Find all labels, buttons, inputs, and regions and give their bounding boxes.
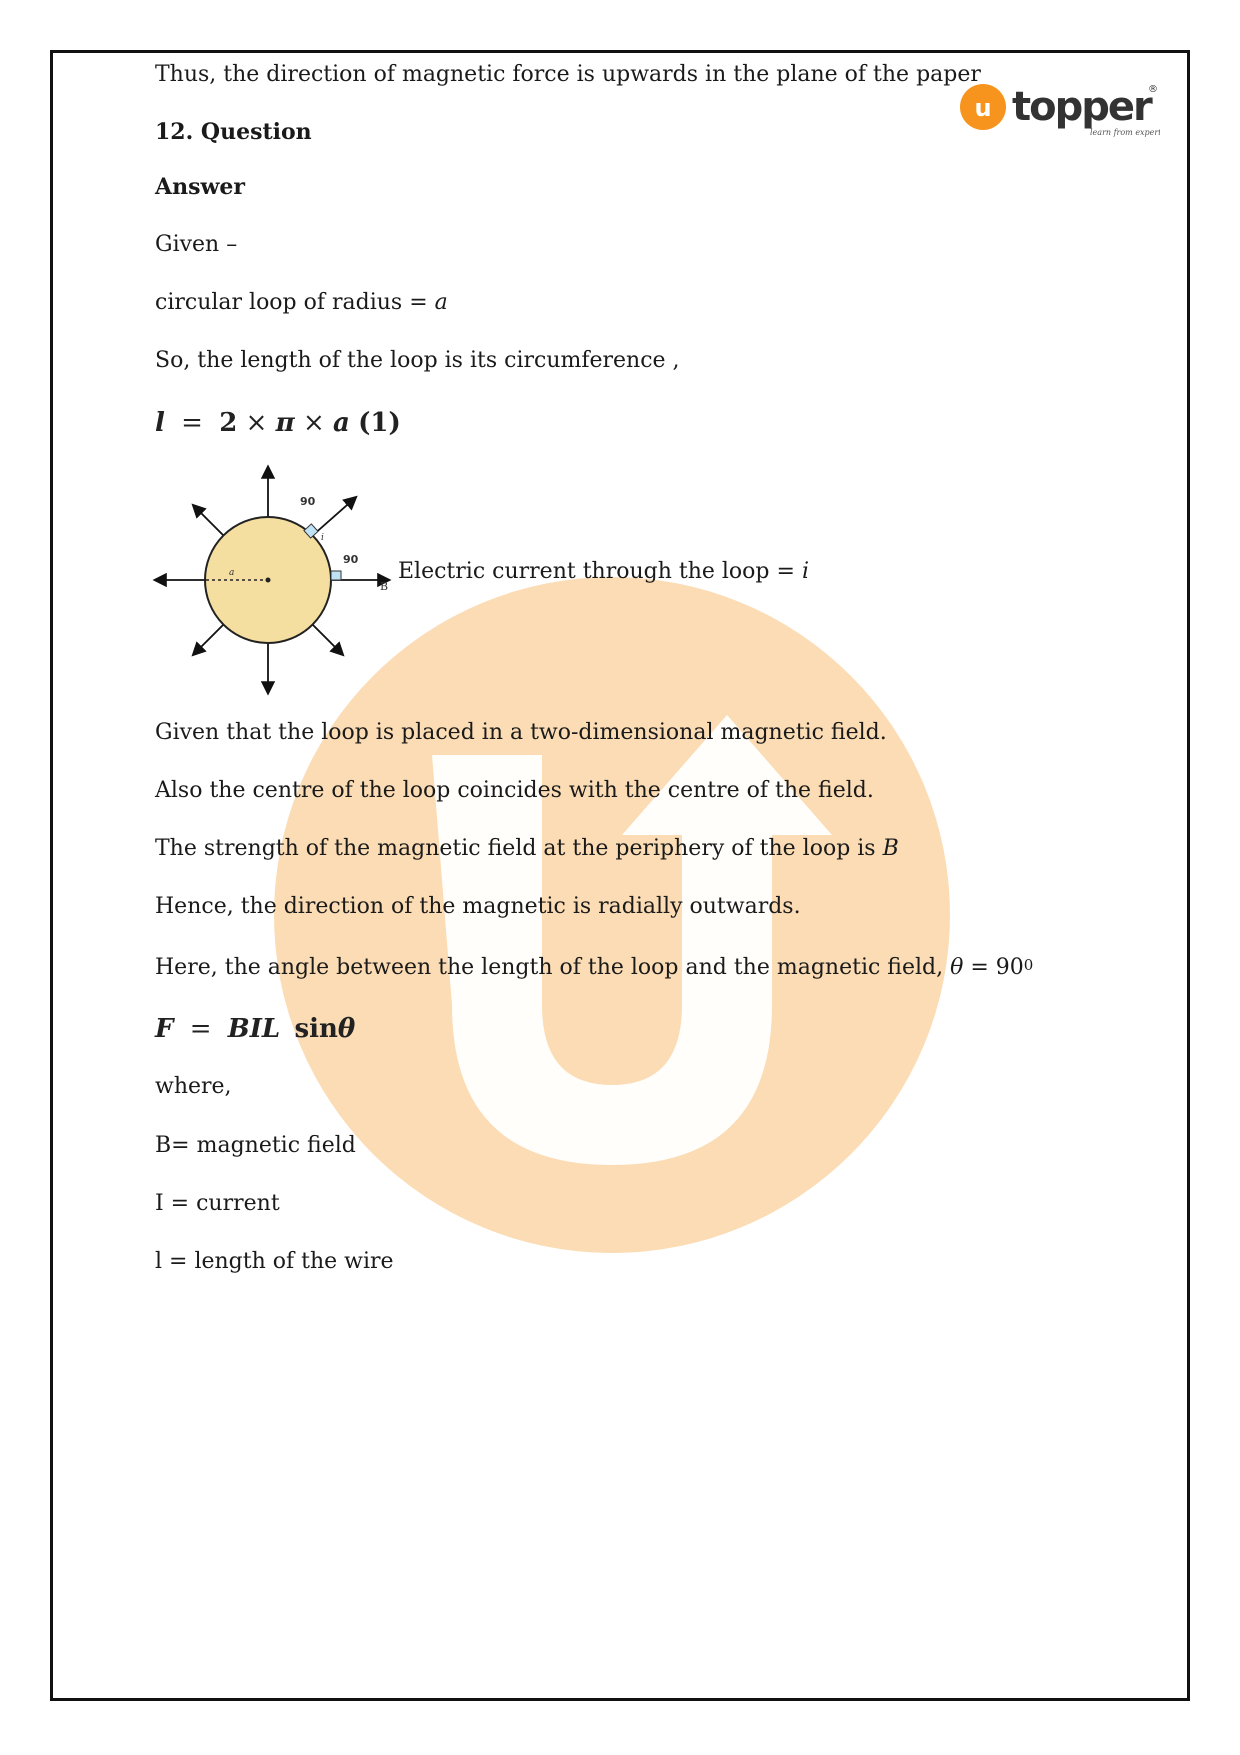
theta-var: θ xyxy=(950,955,964,980)
field-arrow-down-left xyxy=(194,624,224,654)
current-line: Electric current through the loop = i xyxy=(398,559,809,584)
field-label-b: B xyxy=(380,580,389,593)
circumference-line: So, the length of the loop is its circumference , xyxy=(155,348,680,373)
logo-registered: ® xyxy=(1148,84,1158,95)
paragraph-field-strength: The strength of the magnetic field at the periphery of the loop is B xyxy=(155,836,899,861)
definition-b: B= magnetic field xyxy=(155,1133,356,1158)
answer-label: Answer xyxy=(155,174,245,200)
definition-i: I = current xyxy=(155,1191,280,1216)
field-arrow-up-left xyxy=(194,506,224,536)
paragraph-direction: Hence, the direction of the magnetic is radially outwards. xyxy=(155,894,801,919)
where-label: where, xyxy=(155,1074,232,1099)
field-arrow-down-right xyxy=(312,624,342,654)
angle-label-90-top: 90 xyxy=(300,495,316,508)
definition-l: l = length of the wire xyxy=(155,1249,394,1274)
paragraph-angle: Here, the angle between the length of the loop and the magnetic field, $\theta = 90^0$ xyxy=(155,955,1034,980)
loop-field-diagram xyxy=(150,460,400,700)
loop-centre xyxy=(266,578,271,583)
equation-force: F = BIL sinθ xyxy=(155,1014,356,1044)
right-angle-marker-right xyxy=(331,571,341,580)
paragraph-centre: Also the centre of the loop coincides with the centre of the field. xyxy=(155,778,874,803)
given-radius-line: circular loop of radius = a xyxy=(155,290,448,315)
current-label: i xyxy=(321,533,324,543)
topper-logo xyxy=(960,80,1160,142)
equation-length: l = 2 × π × a (1) xyxy=(155,408,401,438)
logo-text: topper xyxy=(1012,84,1151,130)
question-title: 12. Question xyxy=(155,119,312,145)
given-label: Given – xyxy=(155,232,238,257)
radius-var: a xyxy=(434,290,448,315)
paragraph-2d-field: Given that the loop is placed in a two-dimensional magnetic field. xyxy=(155,720,887,745)
top-line: Thus, the direction of magnetic force is upwards in the plane of the paper xyxy=(155,62,981,87)
field-var: B xyxy=(882,836,899,861)
radius-label: a xyxy=(229,568,235,578)
current-var: i xyxy=(801,559,809,584)
logo-u: u xyxy=(974,94,992,122)
angle-label-90-right: 90 xyxy=(343,553,359,566)
field-arrow-up-right xyxy=(312,498,355,536)
logo-tagline: learn from experts xyxy=(1090,128,1160,137)
